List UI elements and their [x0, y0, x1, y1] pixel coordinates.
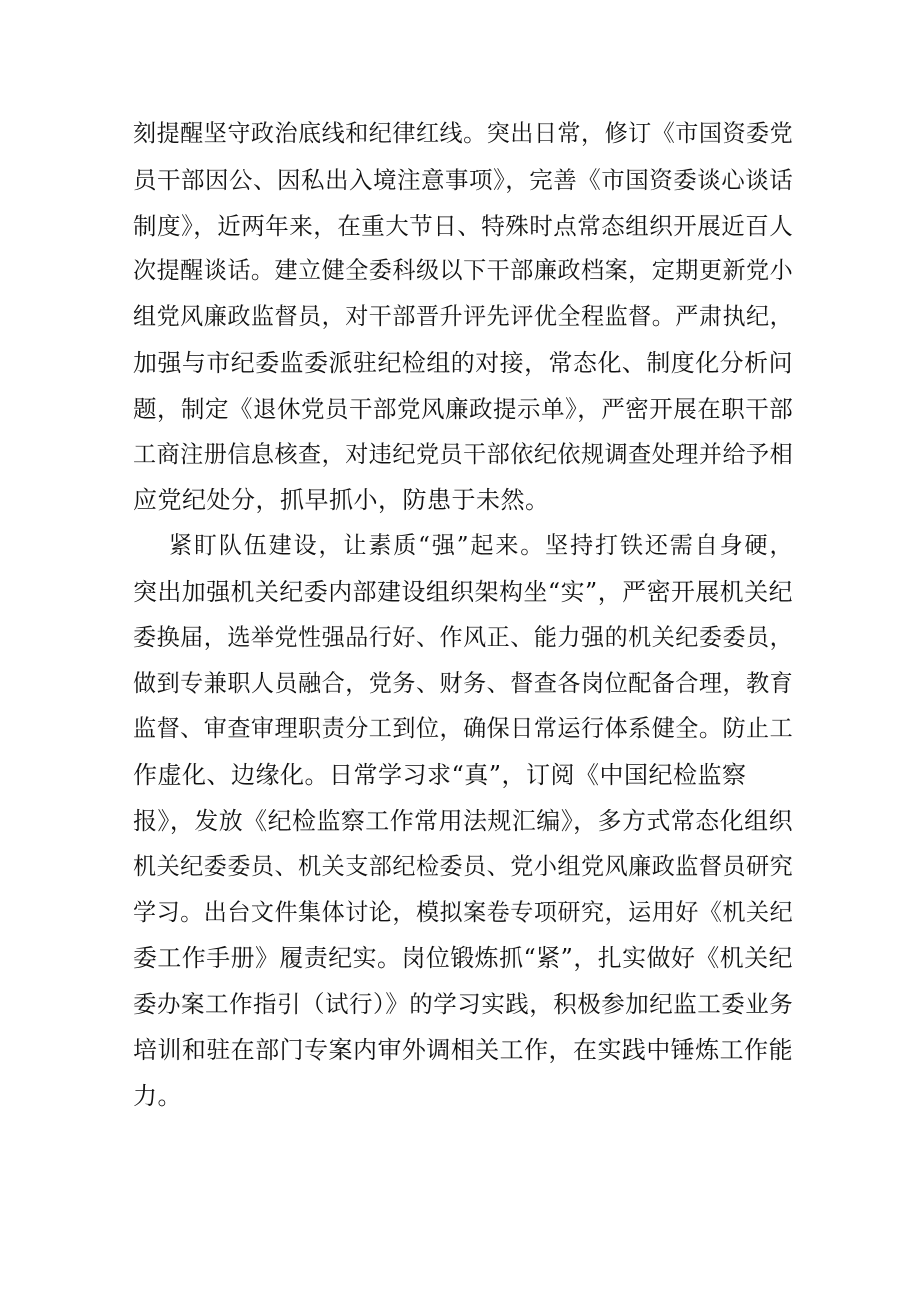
body-text — [133, 112, 793, 1120]
text-line: 应党纪处分，抓早抓小，防患于未然。 — [133, 486, 550, 515]
text-line: 委换届，选举党性强品行好、作风正、能力强的机关纪委委员， — [133, 624, 794, 651]
text-line: 委办案工作指引（试行）》的学习实践，积极参加纪监工委业务 — [133, 990, 794, 1019]
text-line: 次提醒谈话。建立健全委科级以下干部廉政档案，定期更新党小 — [133, 258, 794, 285]
text-line: 监督、审查审理职责分工到位，确保日常运行体系健全。防止工 — [133, 716, 794, 743]
text-line: 工商注册信息核查，对违纪党员干部依纪依规调查处理并给予相 — [133, 441, 794, 468]
paragraph-first-line: 紧盯队伍建设，让素质“强”起来。坚持打铁还需自身硬， — [169, 533, 793, 560]
text-line: 做到专兼职人员融合，党务、财务、督查各岗位配备合理，教育 — [133, 670, 794, 697]
text-line: 组党风廉政监督员，对干部晋升评先评优全程监督。严肃执纪， — [133, 304, 794, 331]
text-line: 培训和驻在部门专案内审外调相关工作，在实践中锤炼工作能 — [133, 1035, 793, 1064]
text-line: 学习。出台文件集体讨论，模拟案卷专项研究，运用好《机关纪 — [133, 899, 794, 926]
text-line: 报》，发放《纪检监察工作常用法规汇编》，多方式常态化组织 — [133, 806, 793, 835]
text-line: 员干部因公、因私出入境注意事项》，完善《市国资委谈心谈话 — [133, 165, 794, 194]
text-line: 加强与市纪委监委派驻纪检组的对接，常态化、制度化分析问 — [133, 348, 793, 377]
text-line: 制度》，近两年来，在重大节日、特殊时点常态组织开展近百人 — [133, 211, 794, 240]
text-line: 委工作手册》履责纪实。岗位锻炼抓“紧”，扎实做好《机关纪 — [133, 944, 793, 973]
text-line: 机关纪委委员、机关支部纪检委员、党小组党风廉政监督员研究 — [133, 853, 794, 880]
text-line: 刻提醒坚守政治底线和纪律红线。突出日常，修订《市国资委党 — [133, 121, 794, 147]
text-line: 作虚化、边缘化。日常学习求“真”，订阅《中国纪检监察 — [133, 761, 747, 790]
text-line: 突出加强机关纪委内部建设组织架构坐“实”，严密开展机关纪 — [133, 577, 793, 606]
text-line: 力。 — [133, 1081, 182, 1110]
text-line: 题，制定《退休党员干部党风廉政提示单》，严密开展在职干部 — [133, 394, 794, 423]
